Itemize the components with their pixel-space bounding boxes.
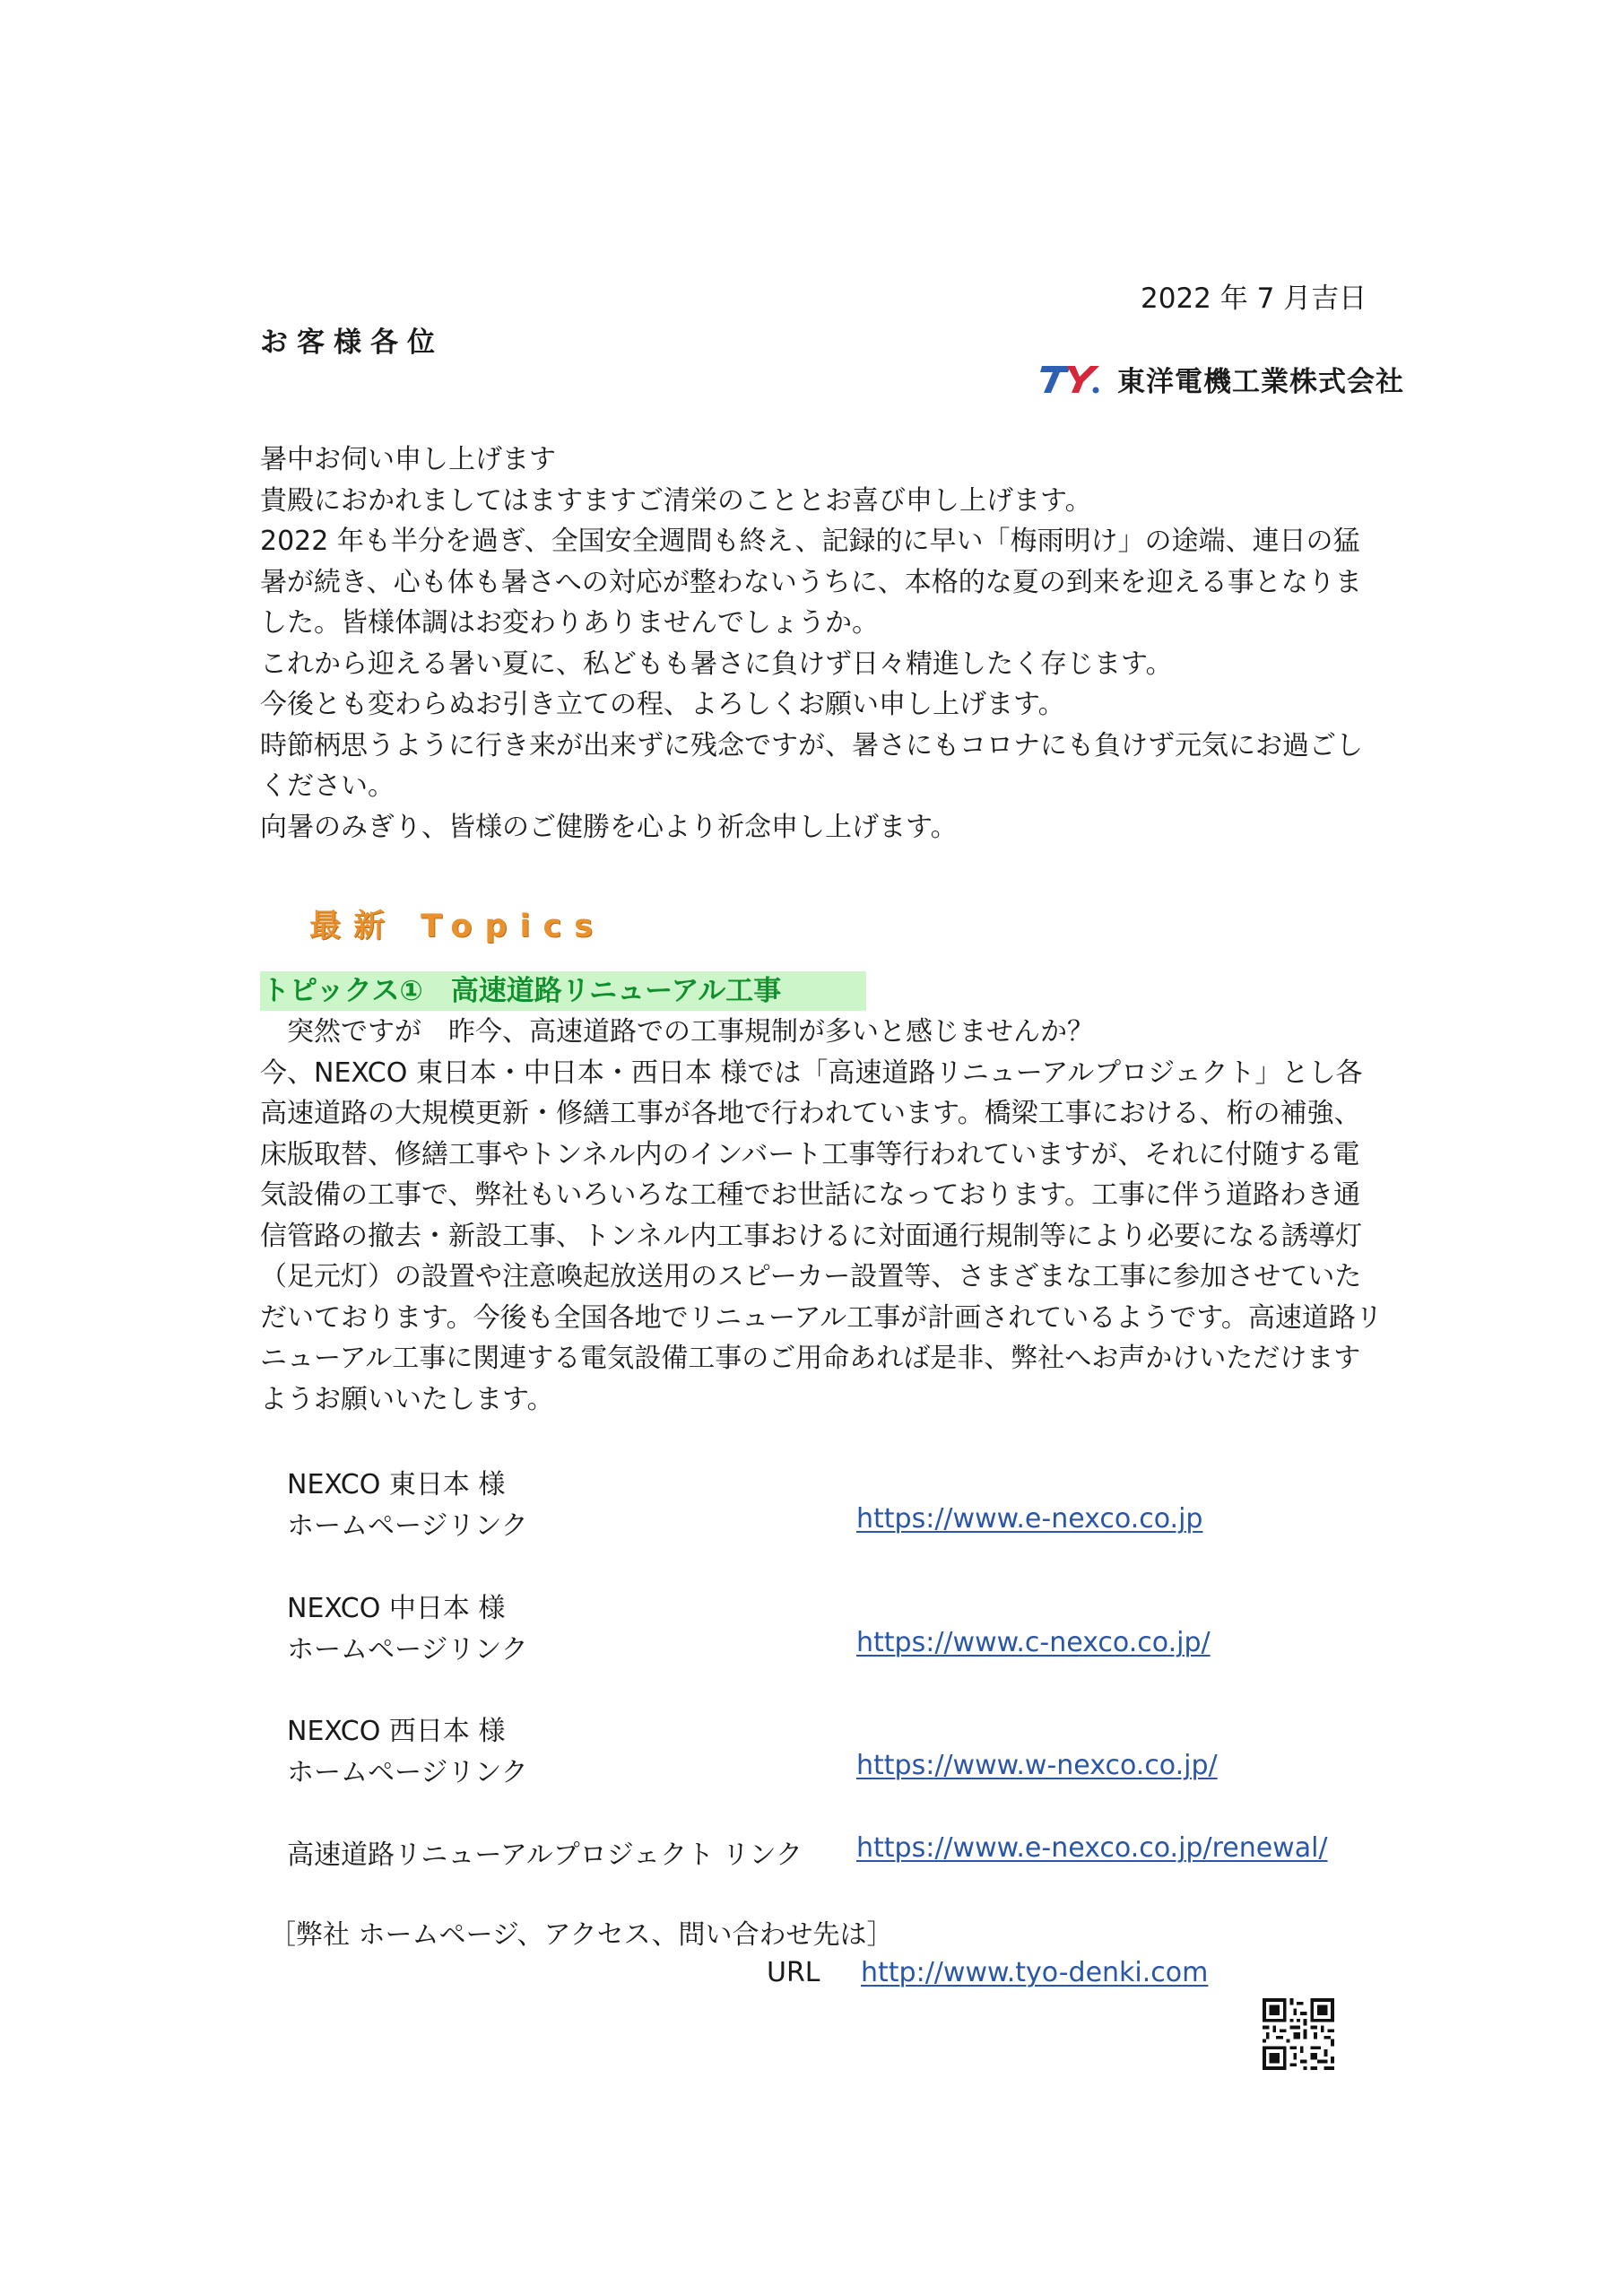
link-url-central[interactable]: https://www.c-nexco.co.jp/ <box>856 1627 1211 1658</box>
link-label-central: ホームページリンク <box>287 1634 528 1665</box>
link-name-west: NEXCO 西日本 様 <box>287 1716 506 1747</box>
link-url-renewal[interactable]: https://www.e-nexco.co.jp/renewal/ <box>856 1832 1328 1864</box>
link-name-central: NEXCO 中日本 様 <box>287 1593 506 1624</box>
topic-paragraph: 今、NEXCO 東日本・中日本・西日本 様では「高速道路リニューアルプロジェクト」とし各高速道路の大規模更新・修繕工事が各地で行われています。橋梁工事における、桁の補強、床版取替、修繕工事やトンネル内のインバート工事等行われていますが、それに付随する電気設備の工事で、弊社もいろいろな工種でお世話になっております。工事に伴う道路わき通信管路の撤去・新設工事、トンネル内工事おけるに対面通行規制等により必要になる誘導灯（足元灯）の設置や注意喚起放送用のスピーカー設置等、さまざまな工事に参加させていただいております。今後も全国各地でリニューアル工事が計画されているようです。高速道路リニューアル工事に関連する電気設備工事のご用命あれば是非、弊社へお声かけいただけますようお願いいたします。 <box>260 1057 1383 1415</box>
letter-paragraph: 暑中お伺い申し上げます <box>260 444 556 475</box>
letter-paragraph: 貴殿におかれましてはますますご清栄のこととお喜び申し上げます。 <box>260 484 1092 517</box>
topic-body <box>260 1012 1383 1420</box>
addressee: お客様各位 <box>260 326 444 359</box>
letter-paragraph: 向暑のみぎり、皆様のご健勝を心より祈念申し上げます。 <box>260 811 958 843</box>
topic-title: トピックス① 高速道路リニューアル工事 <box>260 971 866 1011</box>
letter-paragraph: これから迎える暑い夏に、私どもも暑さに負けず日々精進したく存じます。 <box>260 648 1173 680</box>
url-label: URL <box>767 1957 820 1988</box>
document-date: 2022 年 7 月吉日 <box>1141 283 1367 315</box>
link-label-east: ホームページリンク <box>287 1510 528 1542</box>
letter-body <box>260 439 1383 848</box>
letter-paragraph: 2022 年も半分を過ぎ、全国安全週間も終え、記録的に早い「梅雨明け」の途端、連日の猛暑が続き、心も体も暑さへの対応が整わないうちに、本格的な夏の到来を迎える事となりました。皆様体調はお変わりありませんでしょうか。 <box>260 526 1362 639</box>
topic-lead: 突然ですが 昨今、高速道路での工事規制が多いと感じませんか？ <box>287 1016 1094 1048</box>
contact-note: ［弊社 ホームページ、アクセス、問い合わせ先は］ <box>269 1919 894 1951</box>
company-block <box>1040 356 1404 401</box>
company-logo-icon <box>1040 361 1105 396</box>
letter-paragraph: 今後とも変わらぬお引き立ての程、よろしくお願い申し上げます。 <box>260 689 1065 720</box>
link-url-east[interactable]: https://www.e-nexco.co.jp <box>856 1503 1203 1535</box>
topics-heading: 最新 Topics <box>309 909 606 944</box>
link-url-west[interactable]: https://www.w-nexco.co.jp/ <box>856 1750 1218 1781</box>
link-label-west: ホームページリンク <box>287 1757 528 1788</box>
link-label-renewal: 高速道路リニューアルプロジェクト リンク <box>287 1839 803 1871</box>
letter-paragraph: 時節柄思うように行き来が出来ずに残念ですが、暑さにもコロナにも負けず元気にお過ごしください。 <box>260 729 1363 802</box>
company-name: 東洋電機工業株式会社 <box>1117 365 1404 398</box>
link-name-east: NEXCO 東日本 様 <box>287 1469 506 1500</box>
company-url-link[interactable]: http://www.tyo-denki.com <box>861 1957 1209 1988</box>
qr-code-icon <box>1263 1998 1334 2070</box>
